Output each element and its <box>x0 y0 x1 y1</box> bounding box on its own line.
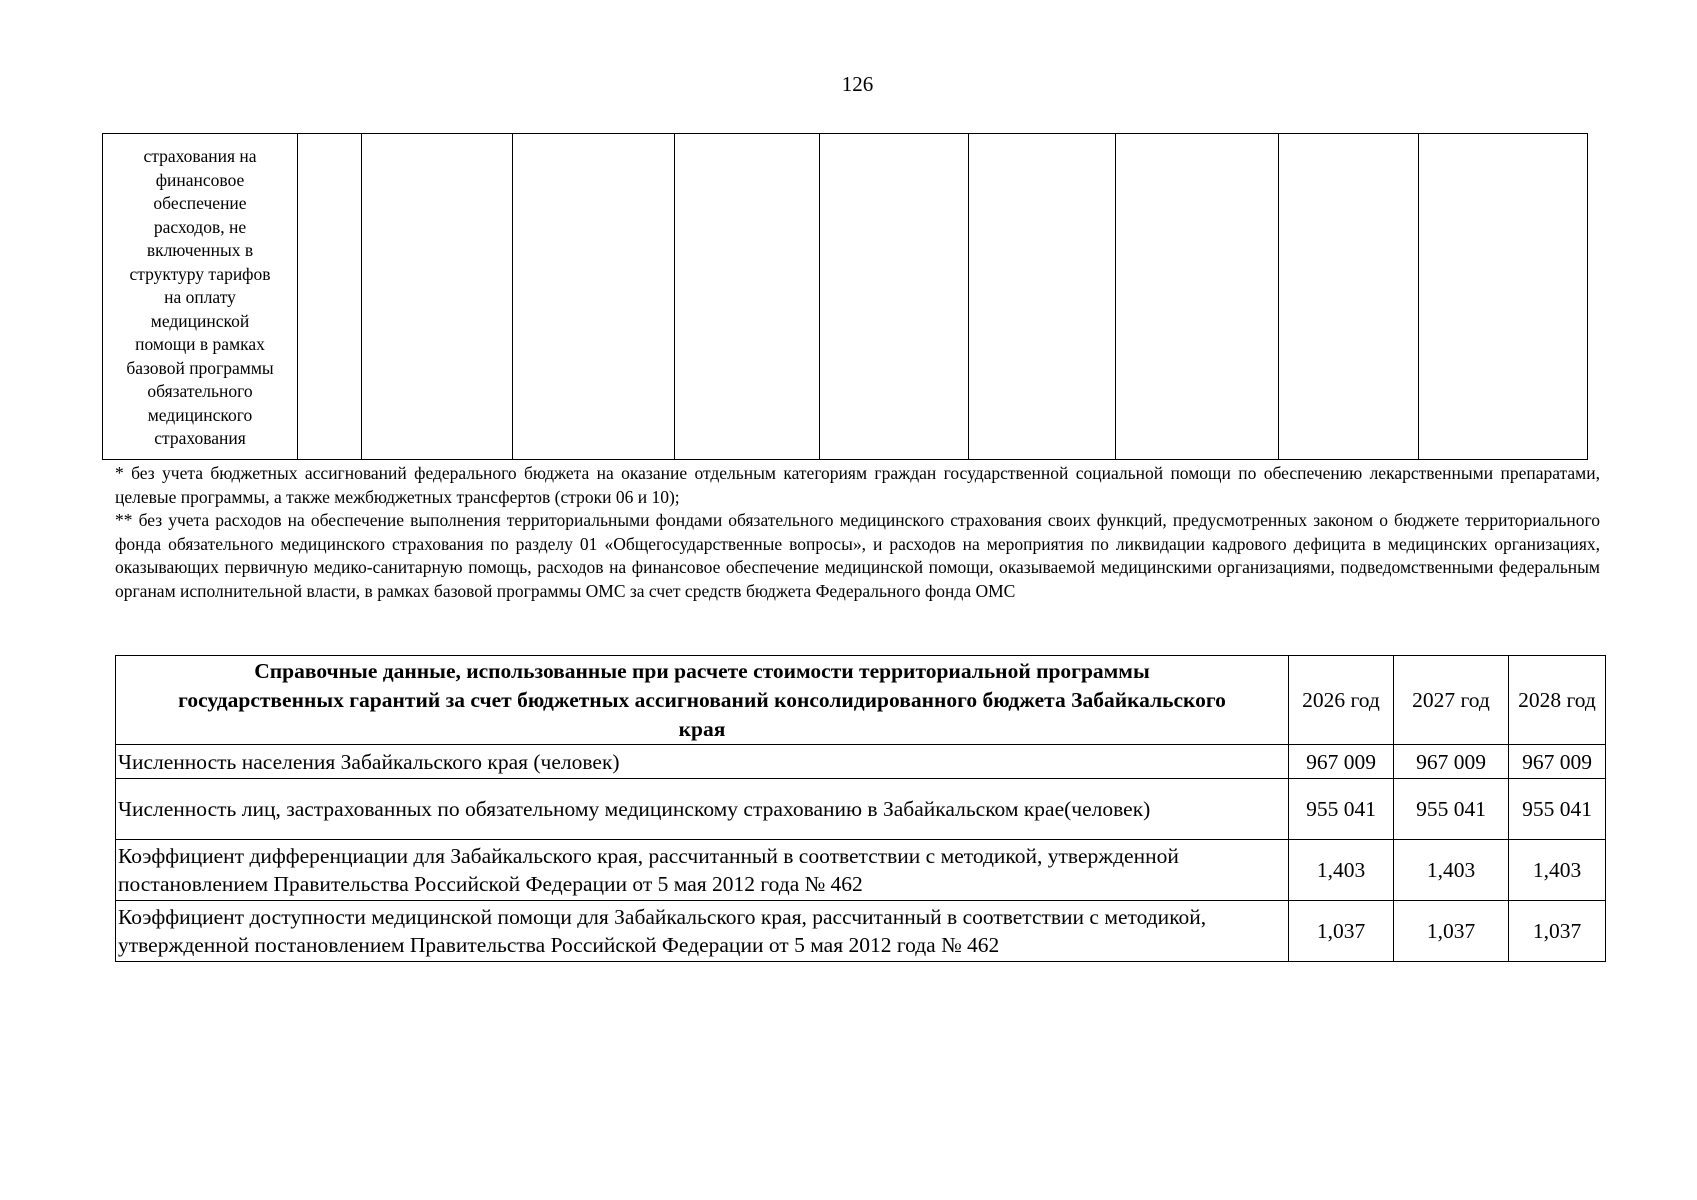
continuation-table <box>102 133 1588 460</box>
cell-text-line: расходов, не <box>153 216 247 237</box>
empty-cell <box>1419 134 1588 460</box>
year-header-2027: 2027 год <box>1394 656 1509 745</box>
page-number: 126 <box>841 72 874 96</box>
cell-text-line: включенных в <box>146 240 254 260</box>
footnote-single-star: * без учета бюджетных ассигнований федерального бюджета на оказание отдельным категориям граждан государственной социальной помощи по обеспечению лекарственными препаратами, целевые программы, а также межбюджетных трансфертов (строки 06 и 10); <box>115 463 1600 507</box>
table-row <box>116 745 1606 779</box>
row-label: Численность лиц, застрахованных по обязательному медицинскому страхованию в Забайкальском крае(человек) <box>116 779 1289 840</box>
value-cell: 967 009 <box>1394 745 1509 779</box>
year-header-2028: 2028 год <box>1509 656 1606 745</box>
value-cell: 1,403 <box>1289 840 1394 901</box>
cell-text-line: базовой программы <box>126 357 274 378</box>
cell-text-line: структуру тарифов <box>129 263 271 284</box>
cell-text-line: страхования <box>154 428 246 448</box>
footnote-double-star: ** без учета расходов на обеспечение выполнения территориальными фондами обязательного медицинского страхования своих функций, предусмотренных законом о бюджете территориального фонда обязательного медицинского страхования по разделу 01 «Общегосударственные вопросы», и расходов на мероприятия по ликвидации кадрового дефицита в медицинских организациях, оказывающих первичную медико-санитарную помощь, расходов на финансовое обеспечение медицинской помощи, оказываемой медицинскими организациями, подведомственными федеральным органам исполнительной власти, в рамках базовой программы ОМС за счет средств бюджета Федерального фонда ОМС <box>115 510 1600 601</box>
table-row <box>116 901 1606 962</box>
cell-text-line: медицинской <box>150 310 250 331</box>
row-label: Коэффициент доступности медицинской помощи для Забайкальского края, рассчитанный в соответствии с методикой, утвержденной постановлением Правительства Российской Федерации от 5 мая 2012 года № 462 <box>116 901 1289 962</box>
value-cell: 955 041 <box>1394 779 1509 840</box>
table-row <box>116 779 1606 840</box>
value-cell: 955 041 <box>1509 779 1606 840</box>
value-cell: 1,403 <box>1394 840 1509 901</box>
empty-cell <box>298 134 362 460</box>
empty-cell <box>969 134 1116 460</box>
empty-cell <box>513 134 675 460</box>
reference-table-title: Справочные данные, использованные при расчете стоимости территориальной программы государственных гарантий за счет бюджетных ассигнований консолидированного бюджета Забайкальского края <box>116 656 1289 745</box>
continuation-row <box>103 134 1588 460</box>
continuation-label-cell <box>103 134 298 460</box>
value-cell: 1,403 <box>1509 840 1606 901</box>
cell-text-line: финансовое <box>155 169 245 190</box>
cell-text-line: обеспечение <box>153 193 247 213</box>
empty-cell <box>1116 134 1279 460</box>
value-cell: 1,037 <box>1509 901 1606 962</box>
cell-text-line: на оплату <box>164 287 236 307</box>
empty-cell <box>1279 134 1419 460</box>
reference-data-table <box>115 655 1606 962</box>
cell-text-line: обязательного <box>147 381 253 401</box>
value-cell: 955 041 <box>1289 779 1394 840</box>
value-cell: 967 009 <box>1289 745 1394 779</box>
empty-cell <box>362 134 513 460</box>
row-label: Численность населения Забайкальского края (человек) <box>116 745 1289 779</box>
row-label: Коэффициент дифференциации для Забайкальского края, рассчитанный в соответствии с методикой, утвержденной постановлением Правительства Российской Федерации от 5 мая 2012 года № 462 <box>116 840 1289 901</box>
value-cell: 1,037 <box>1289 901 1394 962</box>
footnotes <box>115 462 1600 603</box>
empty-cell <box>820 134 969 460</box>
year-header-2026: 2026 год <box>1289 656 1394 745</box>
value-cell: 967 009 <box>1509 745 1606 779</box>
cell-text-line: медицинского <box>147 404 253 425</box>
empty-cell <box>675 134 820 460</box>
table-row <box>116 840 1606 901</box>
cell-text-line: страхования на <box>143 146 257 166</box>
cell-text-line: помощи в рамках <box>135 334 265 354</box>
value-cell: 1,037 <box>1394 901 1509 962</box>
reference-header-row <box>116 656 1606 745</box>
